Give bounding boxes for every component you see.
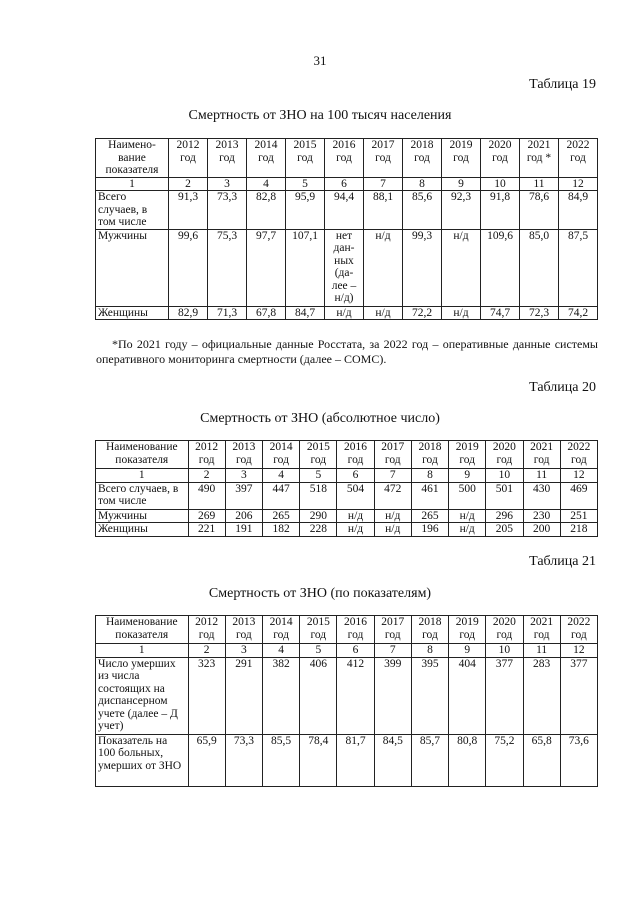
table-20-label: Таблица 20 [529,380,596,395]
header-cell: 2012 год [188,616,225,644]
data-cell: 265 [262,509,299,523]
header-row [96,139,598,178]
data-cell: нет дан-ных (да-лее – н/д) [325,229,364,306]
column-number-row [96,644,598,658]
column-number: 7 [374,644,411,658]
data-cell: 200 [523,523,560,537]
data-cell: 99,6 [169,229,208,306]
column-number: 3 [208,177,247,191]
header-cell: 2022 год [560,616,597,644]
data-cell: 430 [523,482,560,509]
header-cell: 2020 год [486,441,523,469]
data-cell: 73,6 [560,734,597,786]
column-number: 11 [523,644,560,658]
table-21-label: Таблица 21 [529,554,596,569]
data-cell: н/д [442,306,481,320]
row-name: Всего случаев, в том числе [96,191,169,230]
data-cell: 196 [411,523,448,537]
data-cell: 91,3 [169,191,208,230]
header-cell: 2017 год [374,616,411,644]
header-cell: 2012 год [188,441,225,469]
header-cell: 2019 год [449,616,486,644]
data-cell: н/д [337,509,374,523]
data-cell: 469 [560,482,597,509]
column-number: 2 [188,644,225,658]
data-cell: 82,9 [169,306,208,320]
data-cell: 95,9 [286,191,325,230]
column-number: 4 [262,644,299,658]
data-cell: 82,8 [247,191,286,230]
row-name: Мужчины [96,229,169,306]
header-cell: 2022 год [560,441,597,469]
data-cell: 399 [374,657,411,734]
column-number: 7 [364,177,403,191]
data-cell: 85,5 [262,734,299,786]
data-cell: 490 [188,482,225,509]
header-cell: 2021 год [523,441,560,469]
data-cell: 230 [523,509,560,523]
header-row [96,441,598,469]
data-cell: н/д [442,229,481,306]
column-number: 6 [325,177,364,191]
header-cell: 2014 год [262,441,299,469]
header-cell: 2018 год [403,139,442,178]
column-number: 2 [188,469,225,483]
data-cell: 84,9 [559,191,598,230]
data-cell: н/д [364,229,403,306]
table-row [96,523,598,537]
column-number: 10 [486,644,523,658]
header-cell: 2015 год [300,616,337,644]
data-cell: 72,2 [403,306,442,320]
header-row [96,616,598,644]
data-cell: 191 [225,523,262,537]
row-name: Женщины [96,523,189,537]
row-name: Женщины [96,306,169,320]
header-cell: 2021 год [523,616,560,644]
table-row [96,229,598,306]
data-cell: 461 [411,482,448,509]
data-cell: н/д [374,509,411,523]
data-cell: 504 [337,482,374,509]
data-cell: н/д [337,523,374,537]
data-cell: 206 [225,509,262,523]
table-19-label: Таблица 19 [529,77,596,92]
data-cell: 67,8 [247,306,286,320]
column-number: 9 [442,177,481,191]
column-number: 4 [247,177,286,191]
table-19-title: Смертность от ЗНО на 100 тысяч населения [188,108,452,123]
header-cell: 2016 год [337,441,374,469]
data-cell: 404 [449,657,486,734]
data-cell: 99,3 [403,229,442,306]
column-number: 5 [300,469,337,483]
mortality-indicators-table [95,615,598,787]
data-cell: 78,6 [520,191,559,230]
data-cell: 382 [262,657,299,734]
table-row [96,657,598,734]
header-cell: Наимено-вание показателя [96,139,169,178]
mortality-per-100k-table [95,138,598,320]
data-cell: 518 [300,482,337,509]
data-cell: н/д [374,523,411,537]
header-cell: 2016 год [337,616,374,644]
header-cell: 2018 год [411,616,448,644]
data-cell: 80,8 [449,734,486,786]
header-cell: 2013 год [225,616,262,644]
data-cell: 377 [486,657,523,734]
header-cell: 2020 год [481,139,520,178]
column-number: 9 [449,469,486,483]
row-name: Мужчины [96,509,189,523]
data-cell: 283 [523,657,560,734]
table-row [96,482,598,509]
column-number: 2 [169,177,208,191]
data-cell: 205 [486,523,523,537]
data-cell: 397 [225,482,262,509]
header-cell: 2020 год [486,616,523,644]
data-cell: 265 [411,509,448,523]
column-number: 6 [337,644,374,658]
data-cell: 395 [411,657,448,734]
data-cell: 94,4 [325,191,364,230]
data-cell: 500 [449,482,486,509]
data-cell: 85,6 [403,191,442,230]
data-cell: 218 [560,523,597,537]
column-number: 12 [560,644,597,658]
column-number: 1 [96,177,169,191]
data-cell: 91,8 [481,191,520,230]
column-number: 11 [523,469,560,483]
header-cell: 2013 год [225,441,262,469]
header-cell: 2021 год * [520,139,559,178]
header-cell: 2018 год [411,441,448,469]
column-number: 6 [337,469,374,483]
data-cell: 290 [300,509,337,523]
row-name: Число умерших из числа состоящих на диспансерном учете (далее – Д учет) [96,657,189,734]
column-number: 5 [300,644,337,658]
data-cell: 269 [188,509,225,523]
data-cell: 85,0 [520,229,559,306]
data-cell: 377 [560,657,597,734]
data-cell: н/д [449,523,486,537]
column-number: 12 [560,469,597,483]
table-row [96,191,598,230]
header-cell: Наименование показателя [96,441,189,469]
column-number: 7 [374,469,411,483]
header-cell: 2017 год [374,441,411,469]
data-cell: 182 [262,523,299,537]
row-name: Показатель на 100 больных, умерших от ЗНО [96,734,189,786]
data-cell: 221 [188,523,225,537]
data-cell: 78,4 [300,734,337,786]
data-cell: 72,3 [520,306,559,320]
column-number: 3 [225,469,262,483]
table-21-title: Смертность от ЗНО (по показателям) [208,586,432,601]
header-cell: 2022 год [559,139,598,178]
column-number: 5 [286,177,325,191]
data-cell: 291 [225,657,262,734]
data-cell: 74,7 [481,306,520,320]
column-number: 9 [449,644,486,658]
mortality-absolute-table [95,440,598,537]
data-cell: 73,3 [225,734,262,786]
data-cell: 447 [262,482,299,509]
header-cell: 2014 год [262,616,299,644]
header-cell: 2019 год [449,441,486,469]
header-cell: 2012 год [169,139,208,178]
column-number-row [96,469,598,483]
data-cell: 73,3 [208,191,247,230]
data-cell: 74,2 [559,306,598,320]
data-cell: 296 [486,509,523,523]
column-number: 8 [411,469,448,483]
data-cell: 406 [300,657,337,734]
data-cell: 84,5 [374,734,411,786]
column-number: 3 [225,644,262,658]
data-cell: 85,7 [411,734,448,786]
column-number: 10 [481,177,520,191]
footnote: *По 2021 году – официальные данные Росстата, за 2022 год – оперативные данные системы оперативного мониторинга смертности (далее – СОМС). [96,337,598,366]
data-cell: 65,9 [188,734,225,786]
data-cell: 97,7 [247,229,286,306]
column-number: 1 [96,469,189,483]
data-cell: 75,2 [486,734,523,786]
data-cell: 87,5 [559,229,598,306]
row-name: Всего случаев, в том числе [96,482,189,509]
column-number: 4 [262,469,299,483]
data-cell: 501 [486,482,523,509]
column-number: 1 [96,644,189,658]
column-number: 8 [411,644,448,658]
header-cell: 2015 год [286,139,325,178]
data-cell: 92,3 [442,191,481,230]
data-cell: 251 [560,509,597,523]
header-cell: 2014 год [247,139,286,178]
data-cell: 65,8 [523,734,560,786]
data-cell: н/д [325,306,364,320]
data-cell: 323 [188,657,225,734]
header-cell: 2016 год [325,139,364,178]
data-cell: 71,3 [208,306,247,320]
table-row [96,509,598,523]
data-cell: 88,1 [364,191,403,230]
header-cell: 2019 год [442,139,481,178]
header-cell: 2013 год [208,139,247,178]
column-number: 10 [486,469,523,483]
data-cell: н/д [364,306,403,320]
data-cell: 412 [337,657,374,734]
page-number: 31 [313,53,327,68]
table-row [96,734,598,786]
header-cell: 2017 год [364,139,403,178]
data-cell: 109,6 [481,229,520,306]
table-row [96,306,598,320]
data-cell: 472 [374,482,411,509]
data-cell: 84,7 [286,306,325,320]
column-number: 12 [559,177,598,191]
data-cell: 107,1 [286,229,325,306]
data-cell: 228 [300,523,337,537]
column-number: 11 [520,177,559,191]
header-cell: Наименование показателя [96,616,189,644]
header-cell: 2015 год [300,441,337,469]
data-cell: н/д [449,509,486,523]
column-number: 8 [403,177,442,191]
data-cell: 81,7 [337,734,374,786]
data-cell: 75,3 [208,229,247,306]
table-20-title: Смертность от ЗНО (абсолютное число) [200,411,440,426]
column-number-row [96,177,598,191]
